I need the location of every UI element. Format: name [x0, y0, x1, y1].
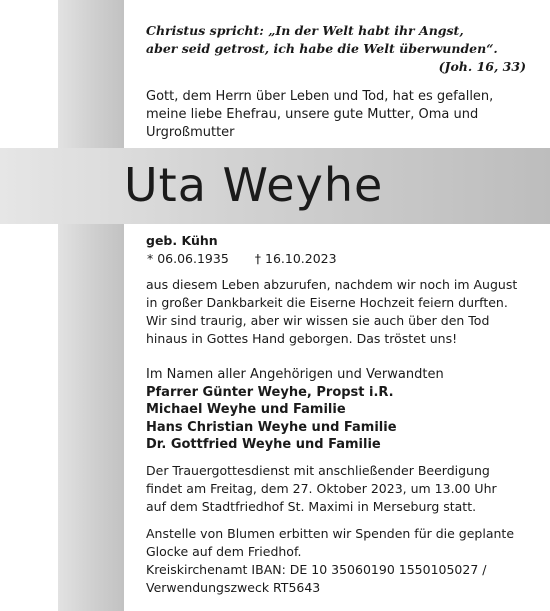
signer-name: Hans Christian Weyhe und Familie [146, 419, 397, 435]
body-line: hinaus in Gottes Hand geborgen. Das tröstet uns! [146, 331, 458, 346]
service-line: Der Trauergottesdienst mit anschließender Beerdigung [146, 463, 490, 478]
intro-text [146, 88, 536, 142]
donation-line: Kreiskirchenamt IBAN: DE 10 35060190 1550105027 / [146, 562, 487, 577]
donation-line: Verwendungszweck RT5643 [146, 580, 321, 595]
donation-info [146, 525, 536, 597]
birth-date: * 06.06.1935 [147, 251, 229, 266]
signer-name: Dr. Gottfried Weyhe und Familie [146, 437, 381, 452]
signer-name: Pfarrer Günter Weyhe, Propst i.R. [146, 384, 394, 400]
signer-name: Michael Weyhe und Familie [146, 402, 346, 417]
intro-line: Gott, dem Herrn über Leben und Tod, hat es gefallen, [146, 89, 494, 104]
death-date: † 16.10.2023 [254, 251, 337, 266]
birth-name: geb. Kühn [146, 233, 218, 248]
donation-line: Glocke auf dem Friedhof. [146, 544, 302, 559]
body-text [146, 276, 536, 348]
body-line: in großer Dankbarkeit die Eiserne Hochzeit feiern durften. [146, 295, 508, 310]
bible-verse [146, 22, 536, 76]
body-line: aus diesem Leben abzurufen, nachdem wir noch im August [146, 277, 518, 292]
intro-line: Urgroßmutter [146, 125, 235, 140]
donation-line: Anstelle von Blumen erbitten wir Spenden für die geplante [146, 526, 515, 541]
service-line: auf dem Stadtfriedhof St. Maximi in Merseburg statt. [146, 499, 477, 514]
body-line: Wir sind traurig, aber wir wissen sie auch über den Tod [146, 313, 490, 328]
signers-block [146, 366, 536, 454]
intro-line: meine liebe Ehefrau, unsere gute Mutter, Oma und [146, 107, 479, 122]
life-dates [147, 250, 337, 267]
verse-line: Christus spricht: „In der Welt habt ihr Angst, [146, 23, 464, 38]
service-info [146, 462, 536, 516]
verse-line: aber seid getrost, ich habe die Welt überwunden“. [146, 41, 498, 56]
verse-reference: (Joh. 16, 33) [438, 59, 526, 74]
signers-intro: Im Namen aller Angehörigen und Verwandten [146, 367, 444, 382]
service-line: findet am Freitag, dem 27. Oktober 2023, um 13.00 Uhr [146, 481, 497, 496]
deceased-name: Uta Weyhe [124, 158, 384, 212]
cross-vertical-bar [58, 0, 124, 611]
